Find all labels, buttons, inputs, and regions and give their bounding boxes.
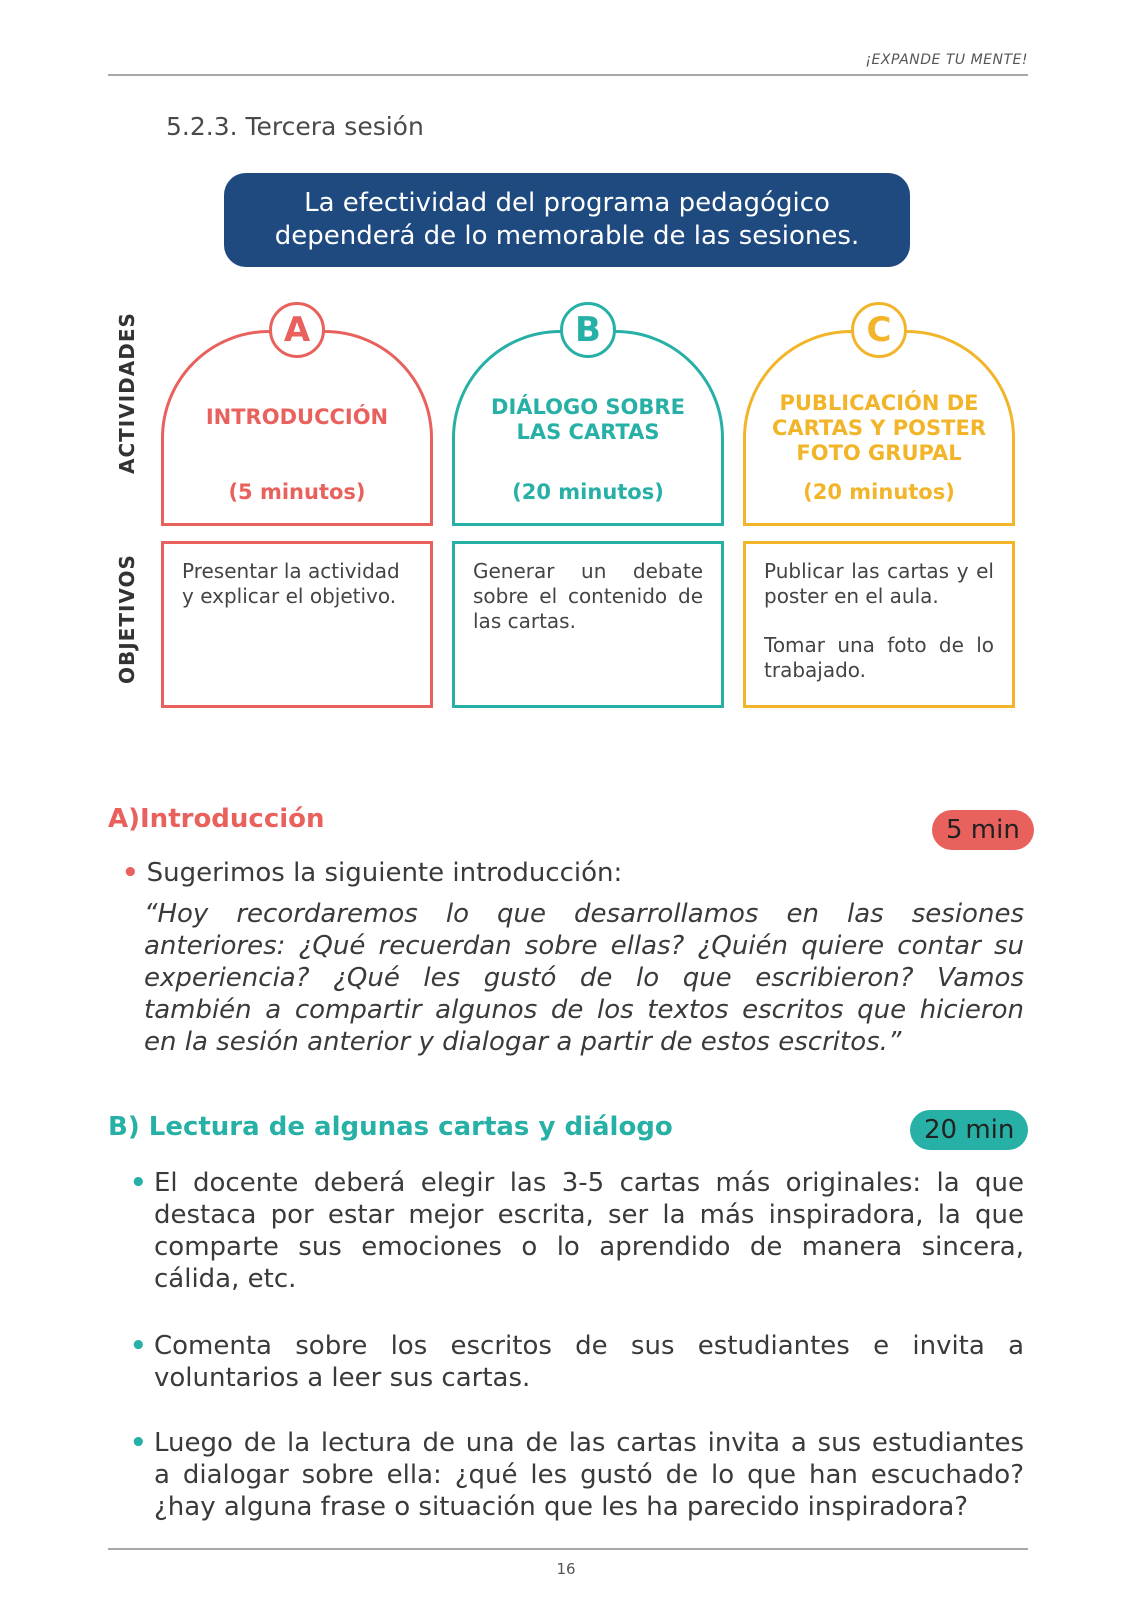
section-b-time-badge: 20 min [910,1110,1028,1150]
quote-line: “Hoy recordaremos lo que desarrollamos en las sesiones [144,899,1024,929]
page-number: 16 [556,1560,576,1578]
objective-text: Publicar las cartas y el poster en el aula. [764,559,994,608]
bullet-line: voluntarios a leer sus cartas. [154,1363,531,1393]
section-title: 5.2.3. Tercera sesión [166,112,424,141]
section-a-heading: A)Introducción [108,804,325,834]
bullet-line: El docente deberá elegir las 3-5 cartas más originales: la que [154,1168,1024,1198]
objetivos-label: OBJETIVOS [115,554,139,684]
actividades-label: ACTIVIDADES [115,312,139,474]
objective-box-c [743,541,1015,708]
objective-box-b [452,541,724,708]
quote-line: anteriores: ¿Qué recuerdan sobre ellas? ¿Quién quiere contar su [144,931,1024,961]
bullet-text: Sugerimos la siguiente introducción: [146,858,623,888]
activity-title-line: DIÁLOGO SOBRE [491,395,685,419]
activity-card-a [161,330,433,526]
section-b-bullet [130,1427,1024,1523]
banner-line: dependerá de lo memorable de las sesiones. [274,221,860,251]
activity-title-line: LAS CARTAS [516,420,660,444]
bullet-icon: • [130,1331,147,1361]
activity-duration: (20 minutos) [803,480,955,504]
activity-letter-b: B [560,302,616,358]
section-b-bullet [130,1167,1024,1295]
bullet-icon: • [122,858,139,888]
activity-title-line: FOTO GRUPAL [796,441,962,465]
activity-card-c [743,330,1015,526]
activity-title [756,391,1002,466]
objective-box-a [161,541,433,708]
activity-title [465,395,711,445]
activity-duration: (5 minutos) [228,480,366,504]
activity-duration: (20 minutos) [512,480,664,504]
objective-text: Tomar una foto de lo trabajado. [764,633,994,682]
quote-line: también a compartir algunos de los textos escritos que hicieron [144,995,1024,1025]
section-b-bullet [130,1330,1024,1394]
objective-text: Generar un debate sobre el contenido de las cartas. [473,559,703,633]
quote-line: en la sesión anterior y dialogar a partir de estos escritos.” [144,1027,902,1057]
activity-letter-c: C [851,302,907,358]
activity-card-b [452,330,724,526]
activity-letter-a: A [269,302,325,358]
section-a-time-badge: 5 min [932,810,1034,850]
objective-text: Presentar la actividad y explicar el objetivo. [182,559,400,608]
bullet-icon: • [130,1168,147,1198]
section-b-heading: B) Lectura de algunas cartas y diálogo [108,1112,673,1142]
key-message-banner [224,173,910,267]
bullet-line: Luego de la lectura de una de las cartas invita a sus estudiantes [154,1428,1024,1458]
bullet-line: cálida, etc. [154,1264,297,1294]
bullet-line: ¿hay alguna frase o situación que les ha parecido inspiradora? [154,1492,969,1522]
bullet-line: destaca por estar mejor escrita, ser la más inspiradora, la que [154,1200,1024,1230]
section-a-bullet [122,858,622,888]
bullet-line: comparte sus emociones o lo aprendido de manera sincera, [154,1232,1024,1262]
footer-rule [108,1548,1028,1550]
bullet-line: Comenta sobre los escritos de sus estudiantes e invita a [154,1331,1024,1361]
bullet-line: a dialogar sobre ella: ¿qué les gustó de lo que han escuchado? [154,1460,1024,1490]
activity-title-line: CARTAS Y POSTER [772,416,986,440]
header-rule [108,74,1028,76]
bullet-icon: • [130,1428,147,1458]
activity-title-line: PUBLICACIÓN DE [779,391,979,415]
running-header: ¡EXPANDE TU MENTE! [865,52,1028,68]
quote-line: experiencia? ¿Qué les gustó de lo que escribieron? Vamos [144,963,1024,993]
activity-title: INTRODUCCIÓN [205,405,389,429]
banner-line: La efectividad del programa pedagógico [304,188,830,218]
intro-quote [144,898,1024,1058]
